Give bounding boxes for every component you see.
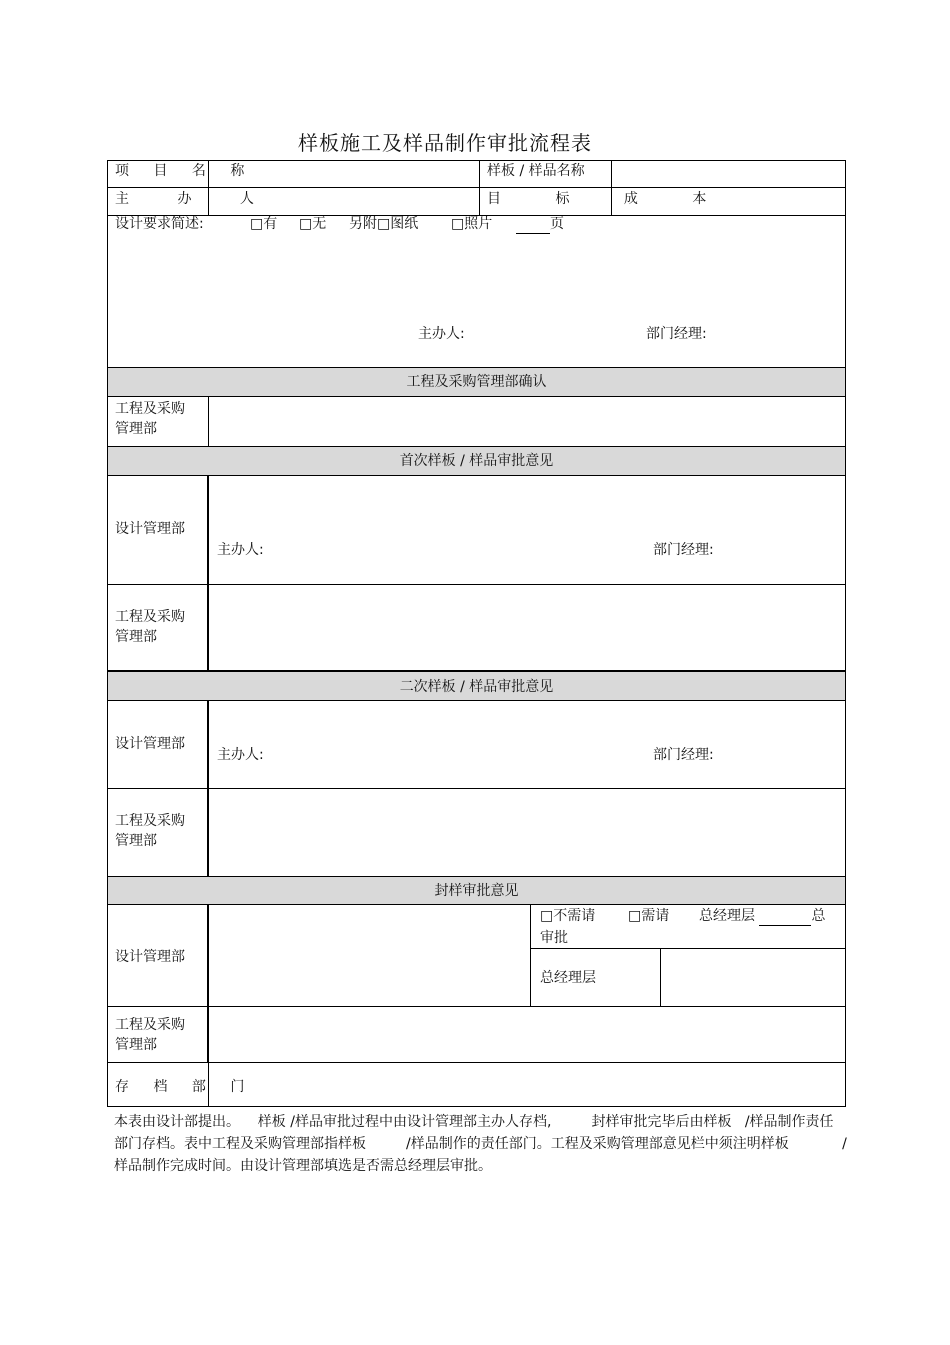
checkbox-no[interactable]: □无 xyxy=(299,216,327,232)
row-divider xyxy=(107,584,846,585)
table-bottom-border xyxy=(107,1106,846,1107)
table-right-border xyxy=(845,160,846,1107)
row-divider xyxy=(107,396,846,397)
project-name-label: 项 目 名 称 xyxy=(115,163,255,179)
second-host-label: 主办人: xyxy=(217,747,264,763)
section-header-first-review: 首次样板 / 样品审批意见 xyxy=(399,453,554,469)
archive-dept-label: 存 档 部 门 xyxy=(115,1079,255,1095)
design-req-manager: 部门经理: xyxy=(646,326,707,342)
target-cost-label: 目 标 成 本 xyxy=(487,191,732,207)
col-divider xyxy=(207,475,209,671)
page-unit: 页 xyxy=(550,216,564,232)
row-divider xyxy=(107,187,846,188)
row-divider xyxy=(530,948,846,949)
row-divider xyxy=(107,1062,846,1063)
checkbox-yes[interactable]: □有 xyxy=(250,216,278,232)
row-divider xyxy=(107,904,846,905)
second-eng-dept-label: 工程及采购管理部 xyxy=(115,813,185,849)
footer-note xyxy=(114,1111,894,1177)
checkbox-need-gm[interactable]: □需请 xyxy=(628,908,670,924)
table-left-border xyxy=(107,160,108,1107)
footer-note-line3: 样品制作完成时间。由设计管理部填选是否需总经理层审批。 xyxy=(114,1158,492,1174)
approve-text: 审批 xyxy=(540,930,568,946)
checkbox-no-need-gm[interactable]: □不需请 xyxy=(540,908,596,924)
gm-level-word: 总经理层 xyxy=(699,908,755,924)
second-manager-label: 部门经理: xyxy=(653,747,714,763)
sample-name-label: 样板 / 样品名称 xyxy=(487,163,585,179)
seal-eng-dept-label: 工程及采购管理部 xyxy=(115,1017,185,1053)
gm-level-label: 总经理层 xyxy=(540,970,596,986)
col-divider xyxy=(207,904,209,1062)
col-divider xyxy=(530,904,531,1006)
row-divider xyxy=(107,700,846,701)
page-count-blank[interactable] xyxy=(516,219,550,234)
first-design-dept-label: 设计管理部 xyxy=(115,521,185,537)
first-manager-label: 部门经理: xyxy=(653,542,714,558)
eng-confirm-dept-label: 工程及采购管理部 xyxy=(115,401,185,437)
section-header-eng-confirm: 工程及采购管理部确认 xyxy=(406,374,547,390)
gm-blank[interactable] xyxy=(759,911,811,926)
total-word: 总 xyxy=(811,908,826,924)
host-label: 主 办 人 xyxy=(115,191,276,207)
col-divider xyxy=(208,396,209,446)
page-count-field[interactable] xyxy=(516,214,564,234)
col-divider xyxy=(479,160,480,216)
row-divider xyxy=(107,475,846,476)
page-title: 样板施工及样品制作审批流程表 xyxy=(298,131,592,155)
row-divider xyxy=(107,1006,846,1007)
checkbox-photo[interactable]: □照片 xyxy=(451,216,493,232)
gm-level-text xyxy=(699,906,825,926)
design-req-label: 设计要求简述: xyxy=(115,216,204,232)
col-divider xyxy=(660,948,661,1006)
first-host-label: 主办人: xyxy=(217,542,264,558)
first-eng-dept-label: 工程及采购管理部 xyxy=(115,609,185,645)
footer-note-line2: 部门存档。表中工程及采购管理部指样板 /样品制作的责任部门。工程及采购管理部意见栏中须注明样板 / xyxy=(114,1136,847,1152)
seal-design-dept-label: 设计管理部 xyxy=(115,949,185,965)
attach-drawings-option[interactable]: 另附□图纸 xyxy=(349,216,419,232)
second-design-dept-label: 设计管理部 xyxy=(115,736,185,752)
section-header-seal-review: 封样审批意见 xyxy=(434,883,519,899)
design-req-host: 主办人: xyxy=(418,326,465,342)
section-header-second-review: 二次样板 / 样品审批意见 xyxy=(399,679,554,695)
row-divider xyxy=(107,788,846,789)
footer-note-line1: 本表由设计部提出。 样板 /样品审批过程中由设计管理部主办人存档, 封样审批完毕后由样板 /样品制作责任 xyxy=(114,1114,834,1130)
